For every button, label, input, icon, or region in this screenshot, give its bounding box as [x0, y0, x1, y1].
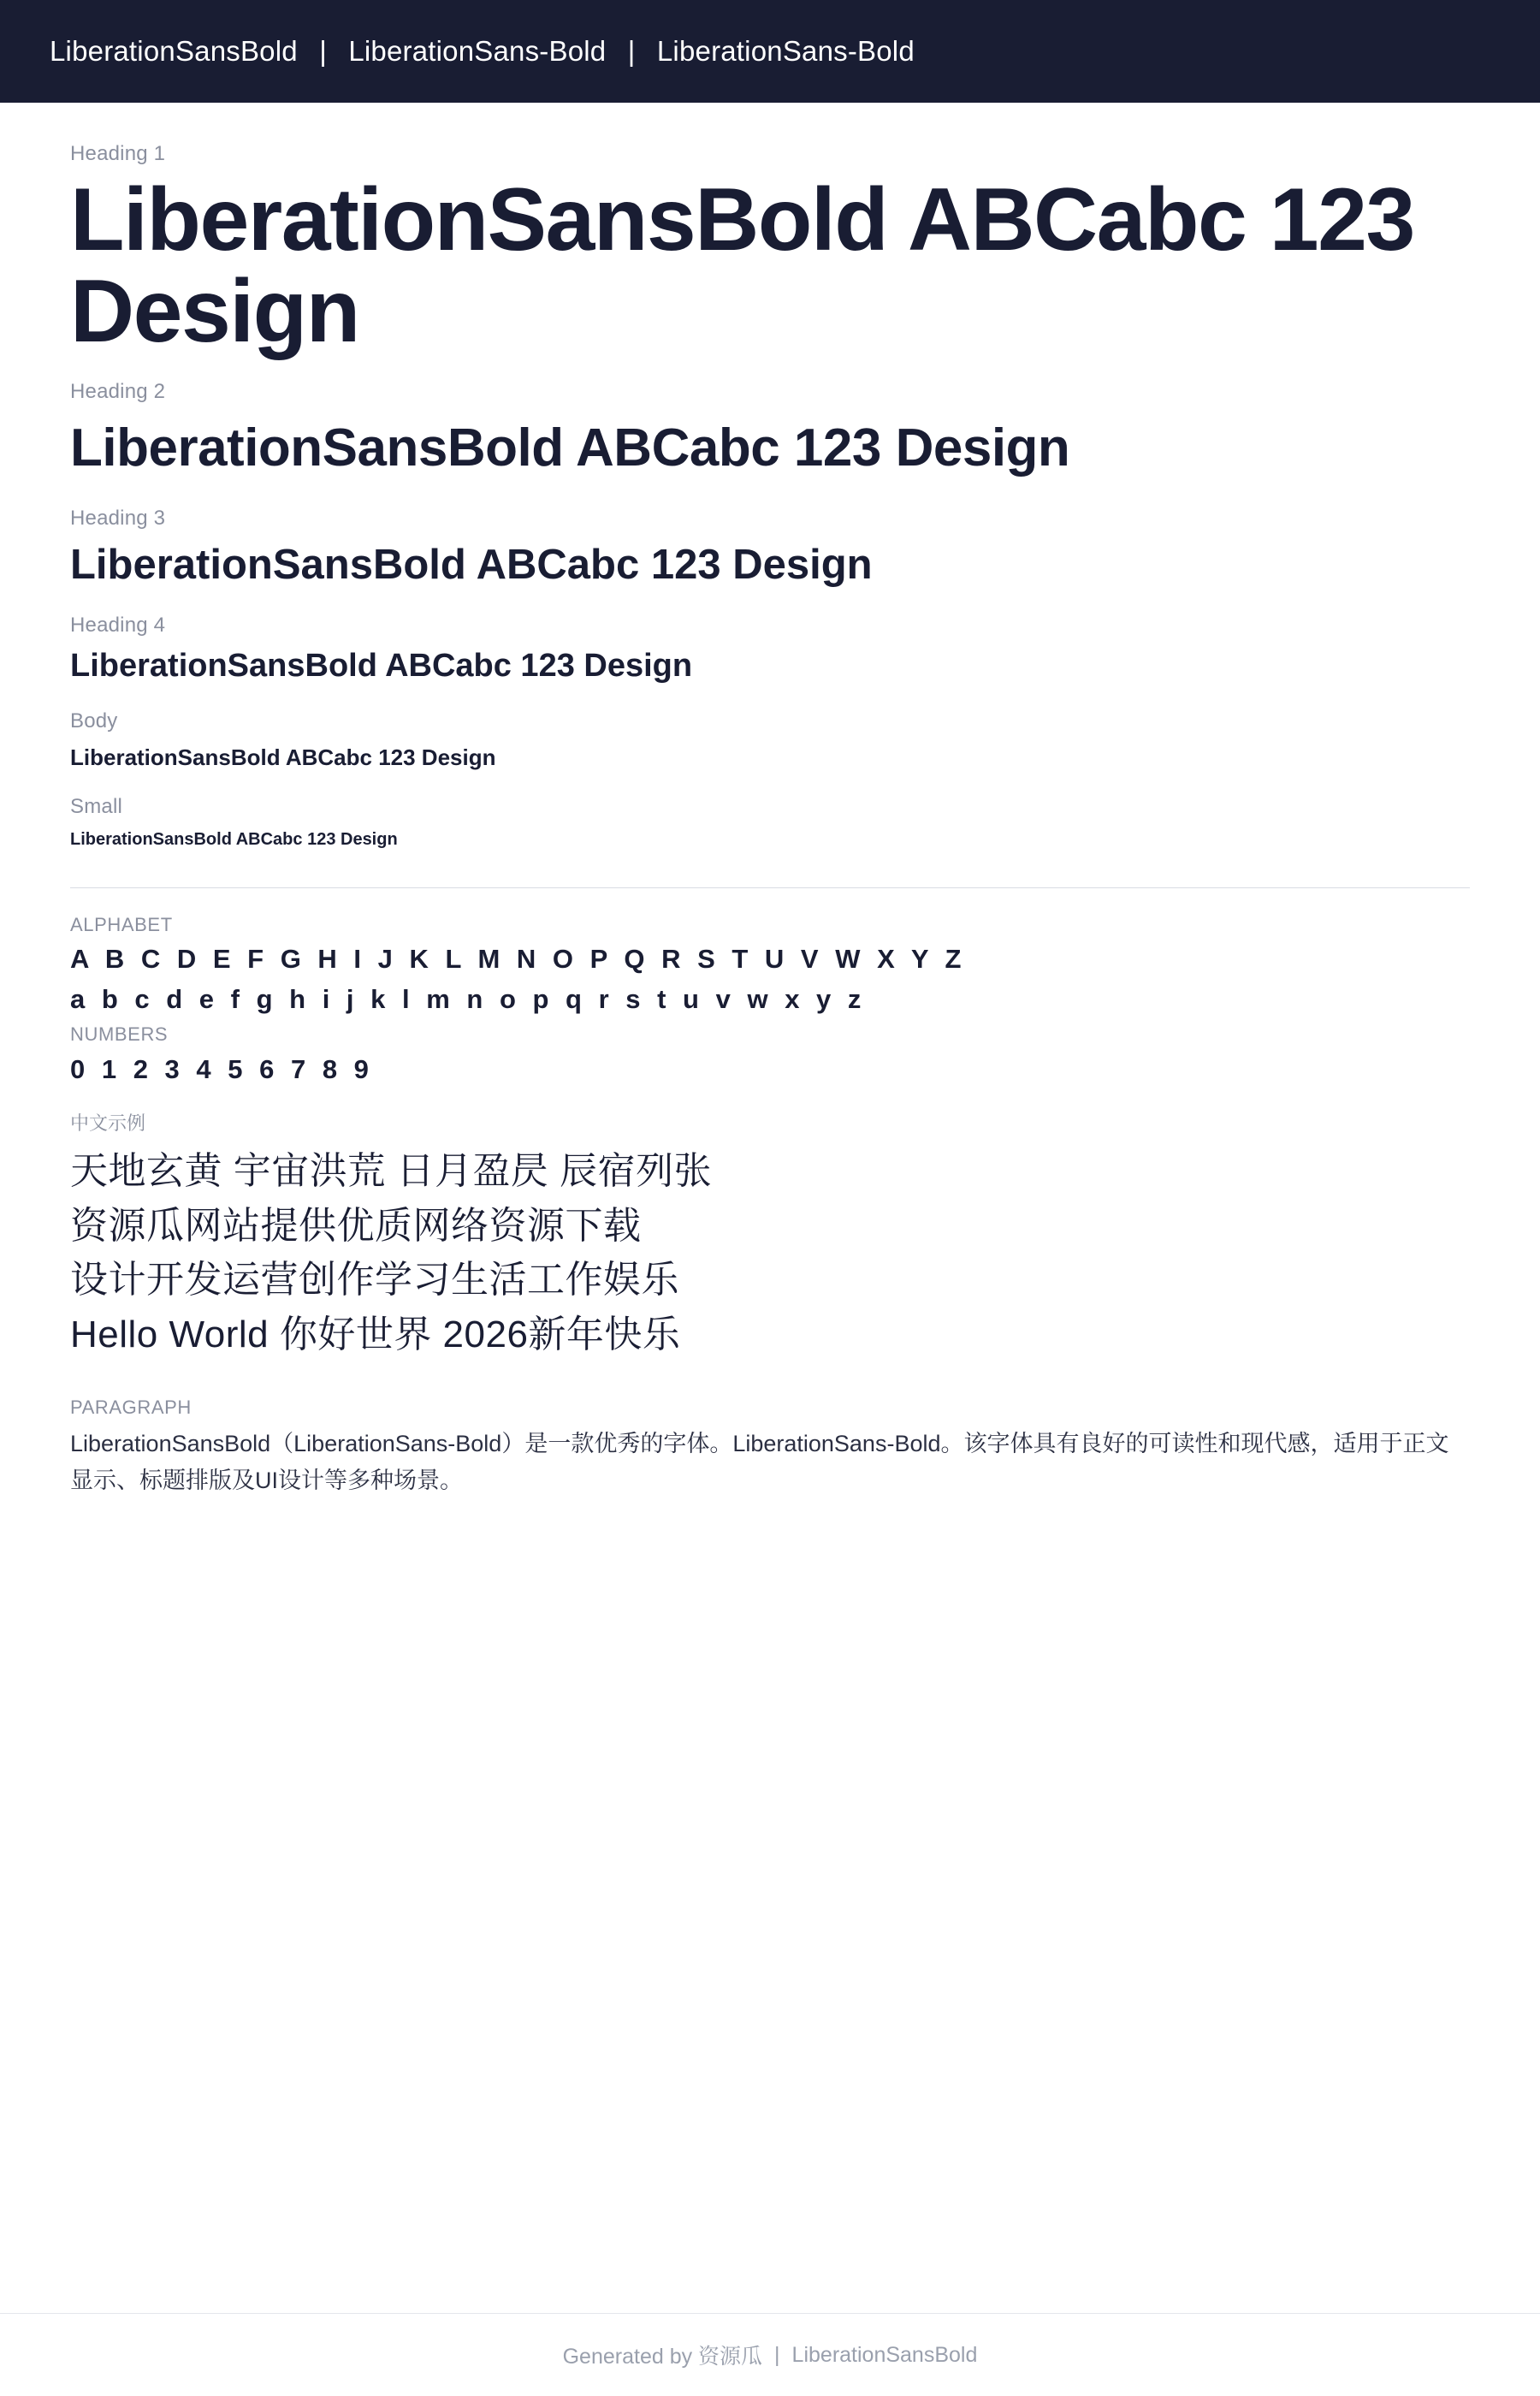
heading1-sample: LiberationSansBold ABCabc 123 Design: [70, 170, 1414, 362]
body-sample: LiberationSansBold ABCabc 123 Design: [70, 744, 496, 770]
footer-separator: |: [774, 2342, 780, 2367]
footer-generated-by: Generated by 资源瓜: [562, 2345, 763, 2369]
heading2-sample: LiberationSansBold ABCabc 123 Design: [70, 418, 1070, 478]
heading3-sample: LiberationSansBold ABCabc 123 Design: [70, 541, 873, 588]
header-font-postscript-name: LiberationSans-Bold: [348, 35, 607, 67]
numbers-label: NUMBERS: [70, 1023, 169, 1045]
header-title-line: [50, 35, 915, 68]
alphabet-uppercase-row: A B C D E F G H I J K L M N O P Q R S T U V W X Y Z: [70, 944, 966, 975]
heading3-label: Heading 3: [70, 506, 166, 530]
numbers-row: 0 1 2 3 4 5 6 7 8 9: [70, 1053, 374, 1084]
cjk-sample-line-2: 资源瓜网站提供优质网络资源下载: [70, 1204, 642, 1247]
small-sample: LiberationSansBold ABCabc 123 Design: [70, 830, 398, 850]
body-label: Body: [70, 709, 118, 732]
section-divider: [70, 887, 1470, 888]
header-font-family-name: LiberationSans-Bold: [656, 35, 915, 67]
cjk-sample-line-1: 天地玄黄 宇宙洪荒 日月盈昃 辰宿列张: [70, 1149, 713, 1192]
paragraph-sample: LiberationSansBold（LiberationSans-Bold）是一款优秀的字体。LiberationSans-Bold。该字体具有良好的可读性和现代感，适用于正文显示、标题排版及UI设计等多种场景。: [70, 1431, 1449, 1494]
heading1-label: Heading 1: [70, 142, 166, 165]
cjk-sample-line-4: Hello World 你好世界 2026新年快乐: [70, 1314, 681, 1356]
header-separator-1: |: [319, 35, 327, 67]
heading4-label: Heading 4: [70, 614, 166, 638]
footer-font-name: LiberationSansBold: [791, 2342, 978, 2367]
heading4-sample: LiberationSansBold ABCabc 123 Design: [70, 648, 693, 685]
specimen-content: [0, 103, 1540, 2313]
alphabet-label: ALPHABET: [70, 914, 173, 936]
alphabet-lowercase-row: a b c d e f g h i j k l m n o p q r s t u v w x y z: [70, 983, 866, 1014]
cjk-sample-line-3: 设计开发运营创作学习生活工作娱乐: [70, 1259, 679, 1302]
header-font-display-name: LiberationSansBold: [50, 35, 298, 67]
small-label: Small: [70, 795, 123, 819]
page-footer: [0, 2313, 1540, 2396]
heading2-label: Heading 2: [70, 380, 166, 404]
cjk-label: 中文示例: [70, 1112, 146, 1134]
spacer: [70, 1087, 1470, 1109]
header-separator-2: |: [627, 35, 636, 67]
paragraph-label: PARAGRAPH: [70, 1397, 192, 1419]
page-header: [0, 0, 1540, 103]
